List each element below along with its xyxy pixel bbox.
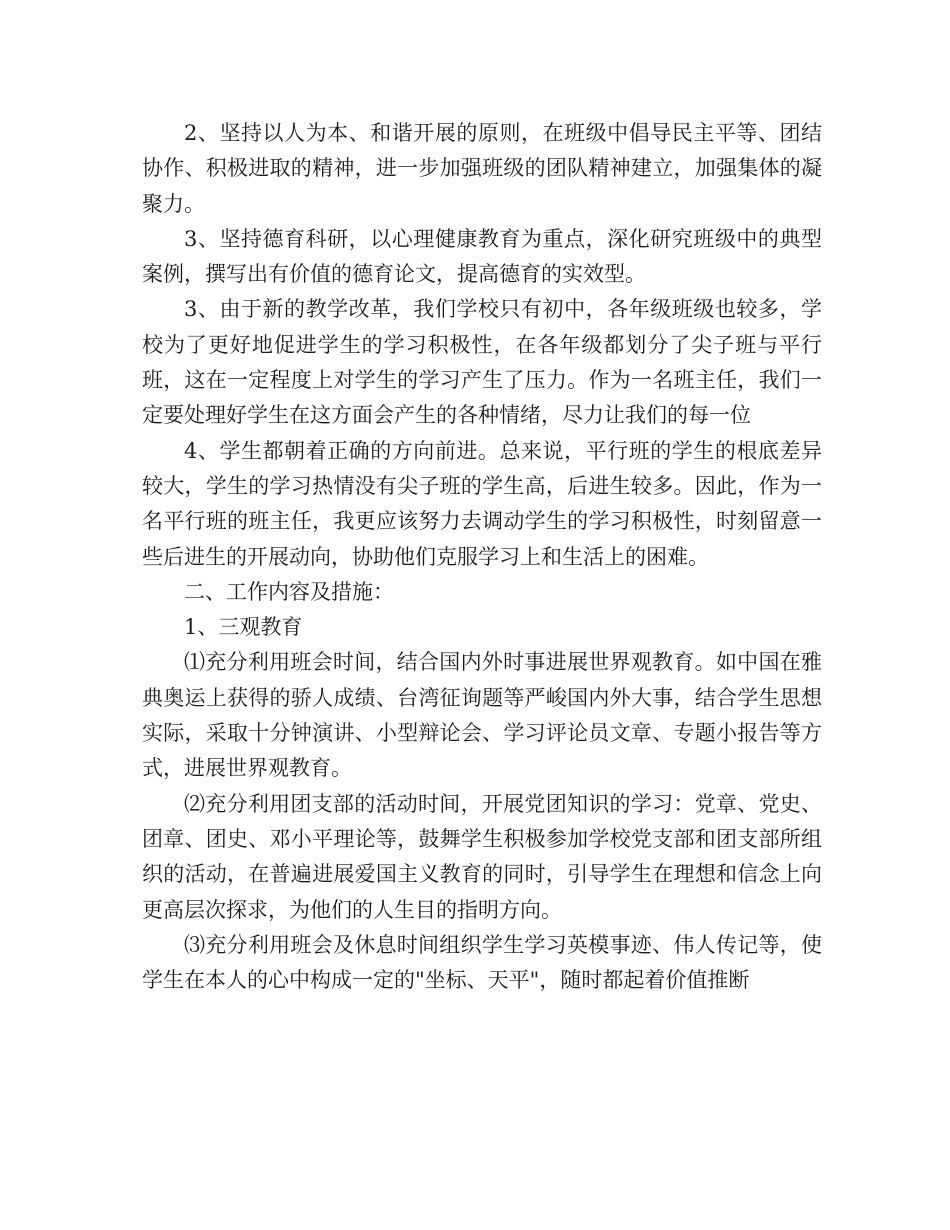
paragraph-league-branch: ⑵充分利用团支部的活动时间，开展党团知识的学习：党章、党史、团章、团史、邓小平理论等，鼓舞学生积极参加学校党支部和团支部所组织的活动，在普遍进展爱国主义教育的同时，引导学生在理想和信念上向更高层次探求，为他们的人生目的指明方向。	[142, 791, 822, 922]
paragraph-teaching-reform: 3、由于新的教学改革，我们学校只有初中，各年级班级也较多，学校为了更好地促进学生的学习积极性，在各年级都划分了尖子班与平行班，这在一定程度上对学生的学习产生了压力。作为一名班主任，我们一定要处理好学生在这方面会产生的各种情绪，尽力让我们的每一位	[142, 297, 822, 428]
document-page	[142, 116, 822, 998]
paragraph-class-meeting: ⑴充分利用班会时间，结合国内外时事进展世界观教育。如中国在雅典奥运上获得的骄人成绩、台湾征询题等严峻国内外大事，结合学生思想实际，采取十分钟演讲、小型辩论会、学习评论员文章、专题小报告等方式，进展世界观教育。	[142, 650, 822, 781]
paragraph-moral-research: 3、坚持德育科研，以心理健康教育为重点，深化研究班级中的典型案例，撰写出有价值的德育论文，提高德育的实效型。	[142, 226, 822, 287]
paragraph-principle: 2、坚持以人为本、和谐开展的原则，在班级中倡导民主平等、团结协作、积极进取的精神，进一步加强班级的团队精神建立，加强集体的凝聚力。	[142, 121, 822, 216]
subheading-three-views: 1、三观教育	[184, 615, 303, 640]
paragraph-parallel-class: 4、学生都朝着正确的方向前进。总来说，平行班的学生的根底差异较大，学生的学习热情没有尖子班的学生高，后进生较多。因此，作为一名平行班的班主任，我更应该努力去调动学生的学习积极性，时刻留意一些后进生的开展动向，协助他们克服学习上和生活上的困难。	[142, 438, 822, 569]
paragraph-role-models: ⑶充分利用班会及休息时间组织学生学习英模事迹、伟人传记等，使学生在本人的心中构成一定的"坐标、天平"，随时都起着价值推断	[142, 932, 822, 993]
section-heading-work-content: 二、工作内容及措施：	[184, 579, 394, 604]
